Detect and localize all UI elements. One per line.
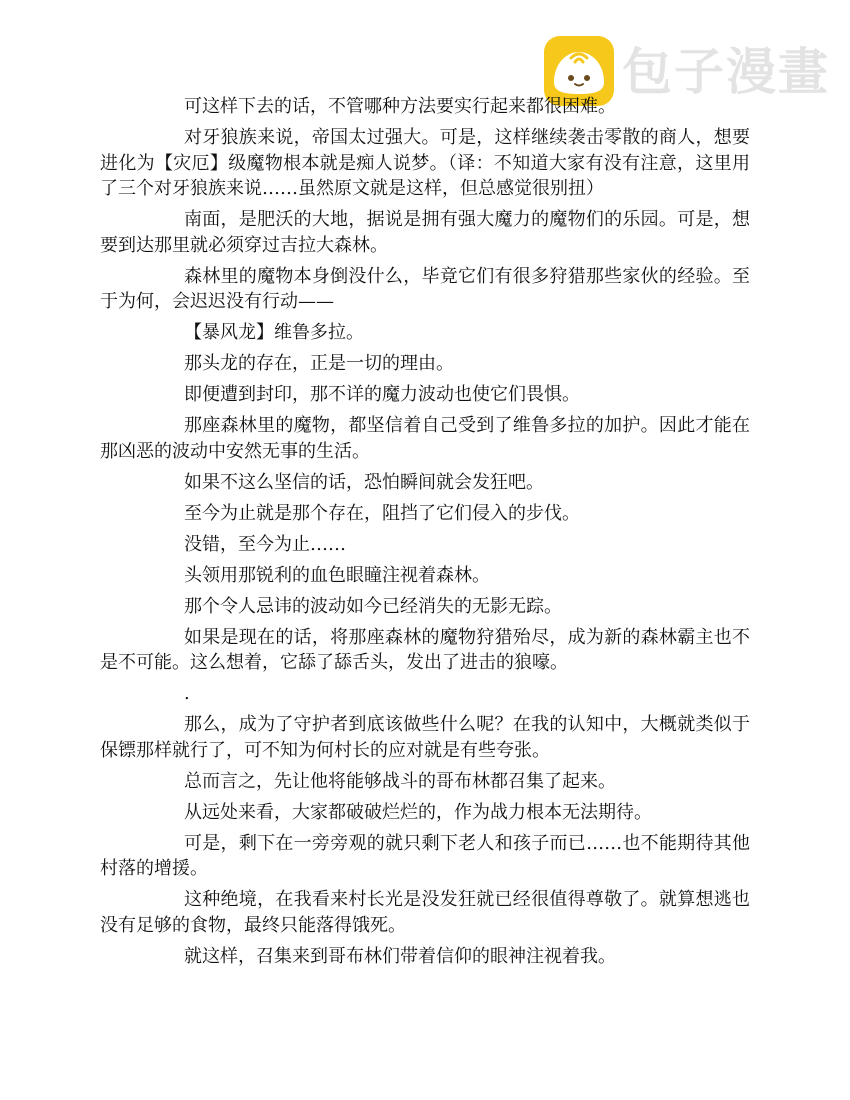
paragraph: 可这样下去的话，不管哪种方法要实行起来都很困难。 — [184, 96, 616, 117]
watermark-text: 包子漫畫 — [622, 43, 830, 101]
article-body — [100, 94, 750, 975]
paragraph: 总而言之，先让他将能够战斗的哥布林都召集了起来。 — [184, 770, 616, 792]
paragraph: 没错，至今为止…… — [184, 533, 346, 555]
paragraph: 可是，剩下在一旁旁观的就只剩下老人和孩子而已……也不能期待其他村落的增援。 — [100, 832, 750, 879]
paragraph: 至今为止就是那个存在，阻挡了它们侵入的步伐。 — [184, 502, 580, 524]
paragraph: 从远处来看，大家都破破烂烂的，作为战力根本无法期待。 — [184, 801, 652, 823]
paragraph: 那头龙的存在，正是一切的理由。 — [184, 353, 454, 374]
paragraph: 那么，成为了守护者到底该做些什么呢？在我的认知中，大概就类似于保镖那样就行了，可不知为何村长的应对就是有些夸张。 — [100, 714, 750, 761]
paragraph: 那座森林里的魔物，都坚信着自己受到了维鲁多拉的加护。因此才能在那凶恶的波动中安然无事的生活。 — [100, 415, 750, 462]
paragraph: 南面，是肥沃的大地，据说是拥有强大魔力的魔物们的乐园。可是，想要到达那里就必须穿过吉拉大森林。 — [100, 209, 750, 256]
paragraph: 如果不这么坚信的话，恐怕瞬间就会发狂吧。 — [184, 471, 544, 493]
paragraph: 森林里的魔物本身倒没什么，毕竟它们有很多狩猎那些家伙的经验。至于为何，会迟迟没有行动—— — [100, 265, 750, 312]
paragraph: 对牙狼族来说，帝国太过强大。可是，这样继续袭击零散的商人，想要进化为【灾厄】级魔物根本就是痴人说梦。（译：不知道大家有没有注意，这里用了三个对牙狼族来说……虽然原文就是这样，但总感觉很别扭） — [100, 127, 750, 199]
paragraph: 如果是现在的话，将那座森林的魔物狩猎殆尽，成为新的森林霸主也不是不可能。这么想着，它舔了舔舌头，发出了进击的狼嚎。 — [100, 626, 750, 673]
paragraph: 【暴风龙】维鲁多拉。 — [184, 322, 364, 343]
paragraph: 即便遭到封印，那不详的魔力波动也使它们畏惧。 — [184, 384, 580, 405]
paragraph: 这种绝境，在我看来村长光是没发狂就已经很值得尊敬了。就算想逃也没有足够的食物，最终只能落得饿死。 — [100, 889, 750, 936]
paragraph: 头领用那锐利的血色眼瞳注视着森林。 — [184, 564, 490, 586]
section-break: . — [184, 683, 190, 704]
paragraph: 那个令人忌讳的波动如今已经消失的无影无踪。 — [184, 595, 562, 617]
paragraph: 就这样，召集来到哥布林们带着信仰的眼神注视着我。 — [184, 945, 616, 967]
